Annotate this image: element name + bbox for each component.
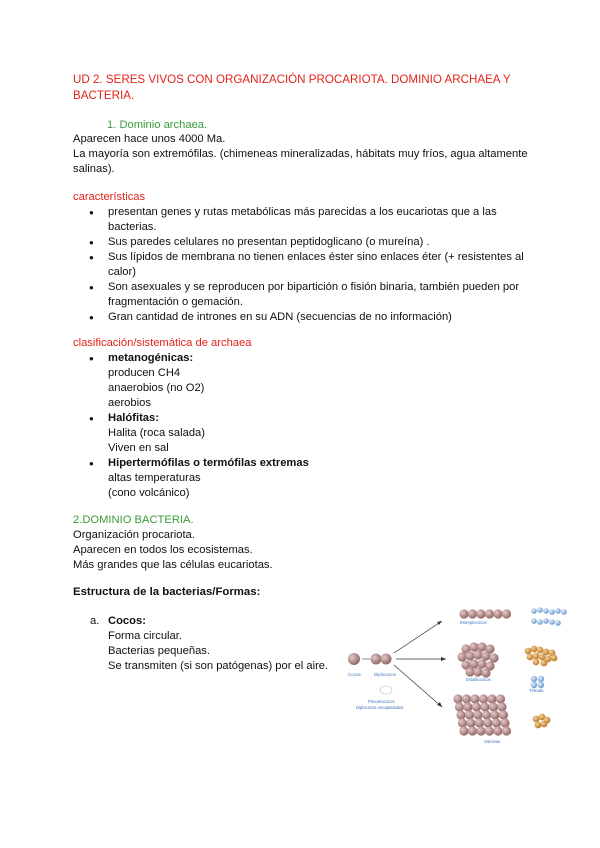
estructura-heading: Estructura de la bacterias/Formas: <box>73 586 261 598</box>
coccus <box>533 653 540 660</box>
list-item: ● presentan genes y rutas metabólicas más parecidas a los eucariotas que a las bacterias. <box>73 205 528 235</box>
coccus <box>472 702 481 711</box>
coccus <box>480 702 489 711</box>
coccus <box>539 654 546 661</box>
list-item: ● Sus paredes celulares no presentan peptidoglicano (o mureína) . <box>73 235 528 250</box>
caracteristicas-heading: características <box>73 191 146 203</box>
coccus <box>549 619 555 625</box>
coccus <box>473 650 482 659</box>
coccus <box>465 667 474 676</box>
coccus <box>493 726 502 735</box>
coccus <box>535 722 542 729</box>
coccus <box>531 608 537 614</box>
coccus <box>533 716 540 723</box>
staphylococci-small-photo <box>533 714 551 729</box>
bacteria-heading: 2.DOMINIO BACTERIA. <box>73 514 194 526</box>
coccus <box>538 676 544 682</box>
bacteria-intro <box>73 528 533 573</box>
detail-text: anaerobios (no O2) <box>108 382 205 394</box>
bacteria-line: Más grandes que las células eucariotas. <box>73 559 273 571</box>
coccus <box>457 652 466 661</box>
coccus <box>490 710 499 719</box>
detail-line <box>73 471 528 486</box>
label-estafilococos: Estafilococos <box>466 677 491 682</box>
archaea-numbered-heading: 1. Dominio archaea. <box>107 119 208 131</box>
label-sarcinas: Sarcinas <box>484 739 501 744</box>
detail-line <box>73 486 528 501</box>
coccus <box>489 653 498 662</box>
coccus <box>459 726 468 735</box>
detail-text: altas temperaturas <box>108 472 201 484</box>
coccus <box>551 655 558 662</box>
coccus <box>459 609 468 618</box>
coccus <box>455 702 464 711</box>
arrow-to-streptococci <box>394 621 442 653</box>
arrow-to-sarcinae <box>394 665 442 707</box>
archaea-line: La mayoría son extremófilas. (chimeneas mineralizadas, hábitats muy fríos, agua altamente salinas). <box>73 148 528 175</box>
coccus <box>469 659 478 668</box>
coccus <box>458 718 467 727</box>
label-pneumococos: Pneumococos <box>368 699 395 704</box>
coccus <box>499 710 508 719</box>
detail-text: Viven en sal <box>108 442 169 454</box>
list-item: ● Son asexuales y se reproducen por bipartición o fisión binaria, también pueden por fragmentación o gemación. <box>73 280 528 310</box>
clasificacion-heading: clasificación/sistemática de archaea <box>73 337 252 349</box>
staphylococci <box>457 642 498 677</box>
detail-line <box>73 381 528 396</box>
label-tetrada: Tétrada <box>529 688 544 693</box>
coccus <box>482 710 491 719</box>
detail-text: aerobios <box>108 397 151 409</box>
coccus <box>500 718 509 727</box>
coccus <box>476 609 485 618</box>
label-diplococos-encapsulados: Diplococos encapsulados <box>356 705 404 710</box>
coccus <box>476 726 485 735</box>
document-title: UD 2. SERES VIVOS CON ORGANIZACIÓN PROCARIOTA. DOMINIO ARCHAEA Y BACTERIA. <box>73 73 511 102</box>
coccus <box>531 646 538 653</box>
coccus <box>525 648 532 655</box>
coccus <box>469 642 478 651</box>
coccus <box>462 694 471 703</box>
streptococci <box>459 609 511 618</box>
cocos-letter: a. <box>90 615 100 627</box>
detail-text: (cono volcánico) <box>108 487 190 499</box>
coccus <box>489 702 498 711</box>
cocos-detail: Se transmiten (si son patógenas) por el aire. <box>108 660 329 672</box>
arrow-head <box>437 702 442 707</box>
label-cocos: Cocos <box>348 672 361 677</box>
cocos-name: Cocos: <box>108 615 146 627</box>
coccus <box>473 710 482 719</box>
detail-line <box>73 396 528 411</box>
coccus <box>537 607 543 613</box>
coccus <box>483 718 492 727</box>
coccus <box>456 710 465 719</box>
label-diplococos: Diplococos <box>374 672 397 677</box>
cocos-section <box>108 614 338 674</box>
coccus <box>544 717 551 724</box>
coccus <box>537 619 543 625</box>
pneumococcus <box>380 686 392 694</box>
diplococcus <box>371 654 392 665</box>
clasificacion-list <box>73 351 528 501</box>
coccus <box>468 726 477 735</box>
arrow-head <box>441 657 446 661</box>
coccus <box>485 609 494 618</box>
coccus <box>561 609 567 615</box>
detail-line <box>73 426 528 441</box>
list-item: ● Gran cantidad de intrones en su ADN (secuencias de no información) <box>73 310 528 325</box>
coccus <box>543 608 549 614</box>
list-item: ● metanogénicas: <box>73 351 528 366</box>
archaea-line: Aparecen hace unos 4000 Ma. <box>73 133 226 145</box>
coccus <box>487 694 496 703</box>
coccus <box>453 694 462 703</box>
coccus <box>531 618 537 624</box>
coccus <box>481 651 490 660</box>
coccus <box>477 642 486 651</box>
coccus <box>543 618 549 624</box>
archaea-intro <box>73 132 533 177</box>
coccus <box>479 694 488 703</box>
coccus <box>492 718 501 727</box>
coccus <box>465 651 474 660</box>
coccus <box>470 694 479 703</box>
coccus <box>468 609 477 618</box>
coccus <box>485 726 494 735</box>
detail-text: producen CH4 <box>108 367 181 379</box>
cocci-shapes-figure <box>338 603 570 753</box>
coccus <box>541 660 548 667</box>
coccus <box>493 609 502 618</box>
coccus <box>473 667 482 676</box>
coccus <box>475 718 484 727</box>
detail-line <box>73 366 528 381</box>
coccus-single <box>348 653 360 665</box>
coccus <box>537 647 544 654</box>
coccus <box>502 609 511 618</box>
cocos-detail: Bacterias pequeñas. <box>108 645 210 657</box>
label-estreptococos: Estreptococos <box>460 620 487 625</box>
list-item: ● Hipertermófilas o termófilas extremas <box>73 456 528 471</box>
coccus <box>466 718 475 727</box>
coccus <box>555 620 561 626</box>
coccus <box>533 659 540 666</box>
list-item: ● Sus lípidos de membrana no tienen enlaces éster sino enlaces éter (+ resistentes al calor) <box>73 250 528 280</box>
coccus <box>531 676 537 682</box>
coccus <box>477 659 486 668</box>
coccus <box>465 710 474 719</box>
coccus <box>497 702 506 711</box>
coccus <box>496 694 505 703</box>
tetrad <box>531 676 544 688</box>
arrow-head <box>437 621 442 625</box>
bacteria-line: Aparecen en todos los ecosistemas. <box>73 544 253 556</box>
coccus <box>527 654 534 661</box>
coccus <box>502 726 511 735</box>
caracteristicas-list <box>73 205 528 325</box>
coccus <box>549 609 555 615</box>
list-item: ● Halófitas: <box>73 411 528 426</box>
coccus <box>463 702 472 711</box>
coccus <box>555 608 561 614</box>
detail-text: Halita (roca salada) <box>108 427 206 439</box>
bacteria-line: Organización procariota. <box>73 529 195 541</box>
sarcinae <box>453 694 511 735</box>
cocos-detail: Forma circular. <box>108 630 182 642</box>
staphylococci-photo <box>525 646 558 667</box>
detail-line <box>73 441 528 456</box>
streptococci-photo <box>531 607 567 626</box>
